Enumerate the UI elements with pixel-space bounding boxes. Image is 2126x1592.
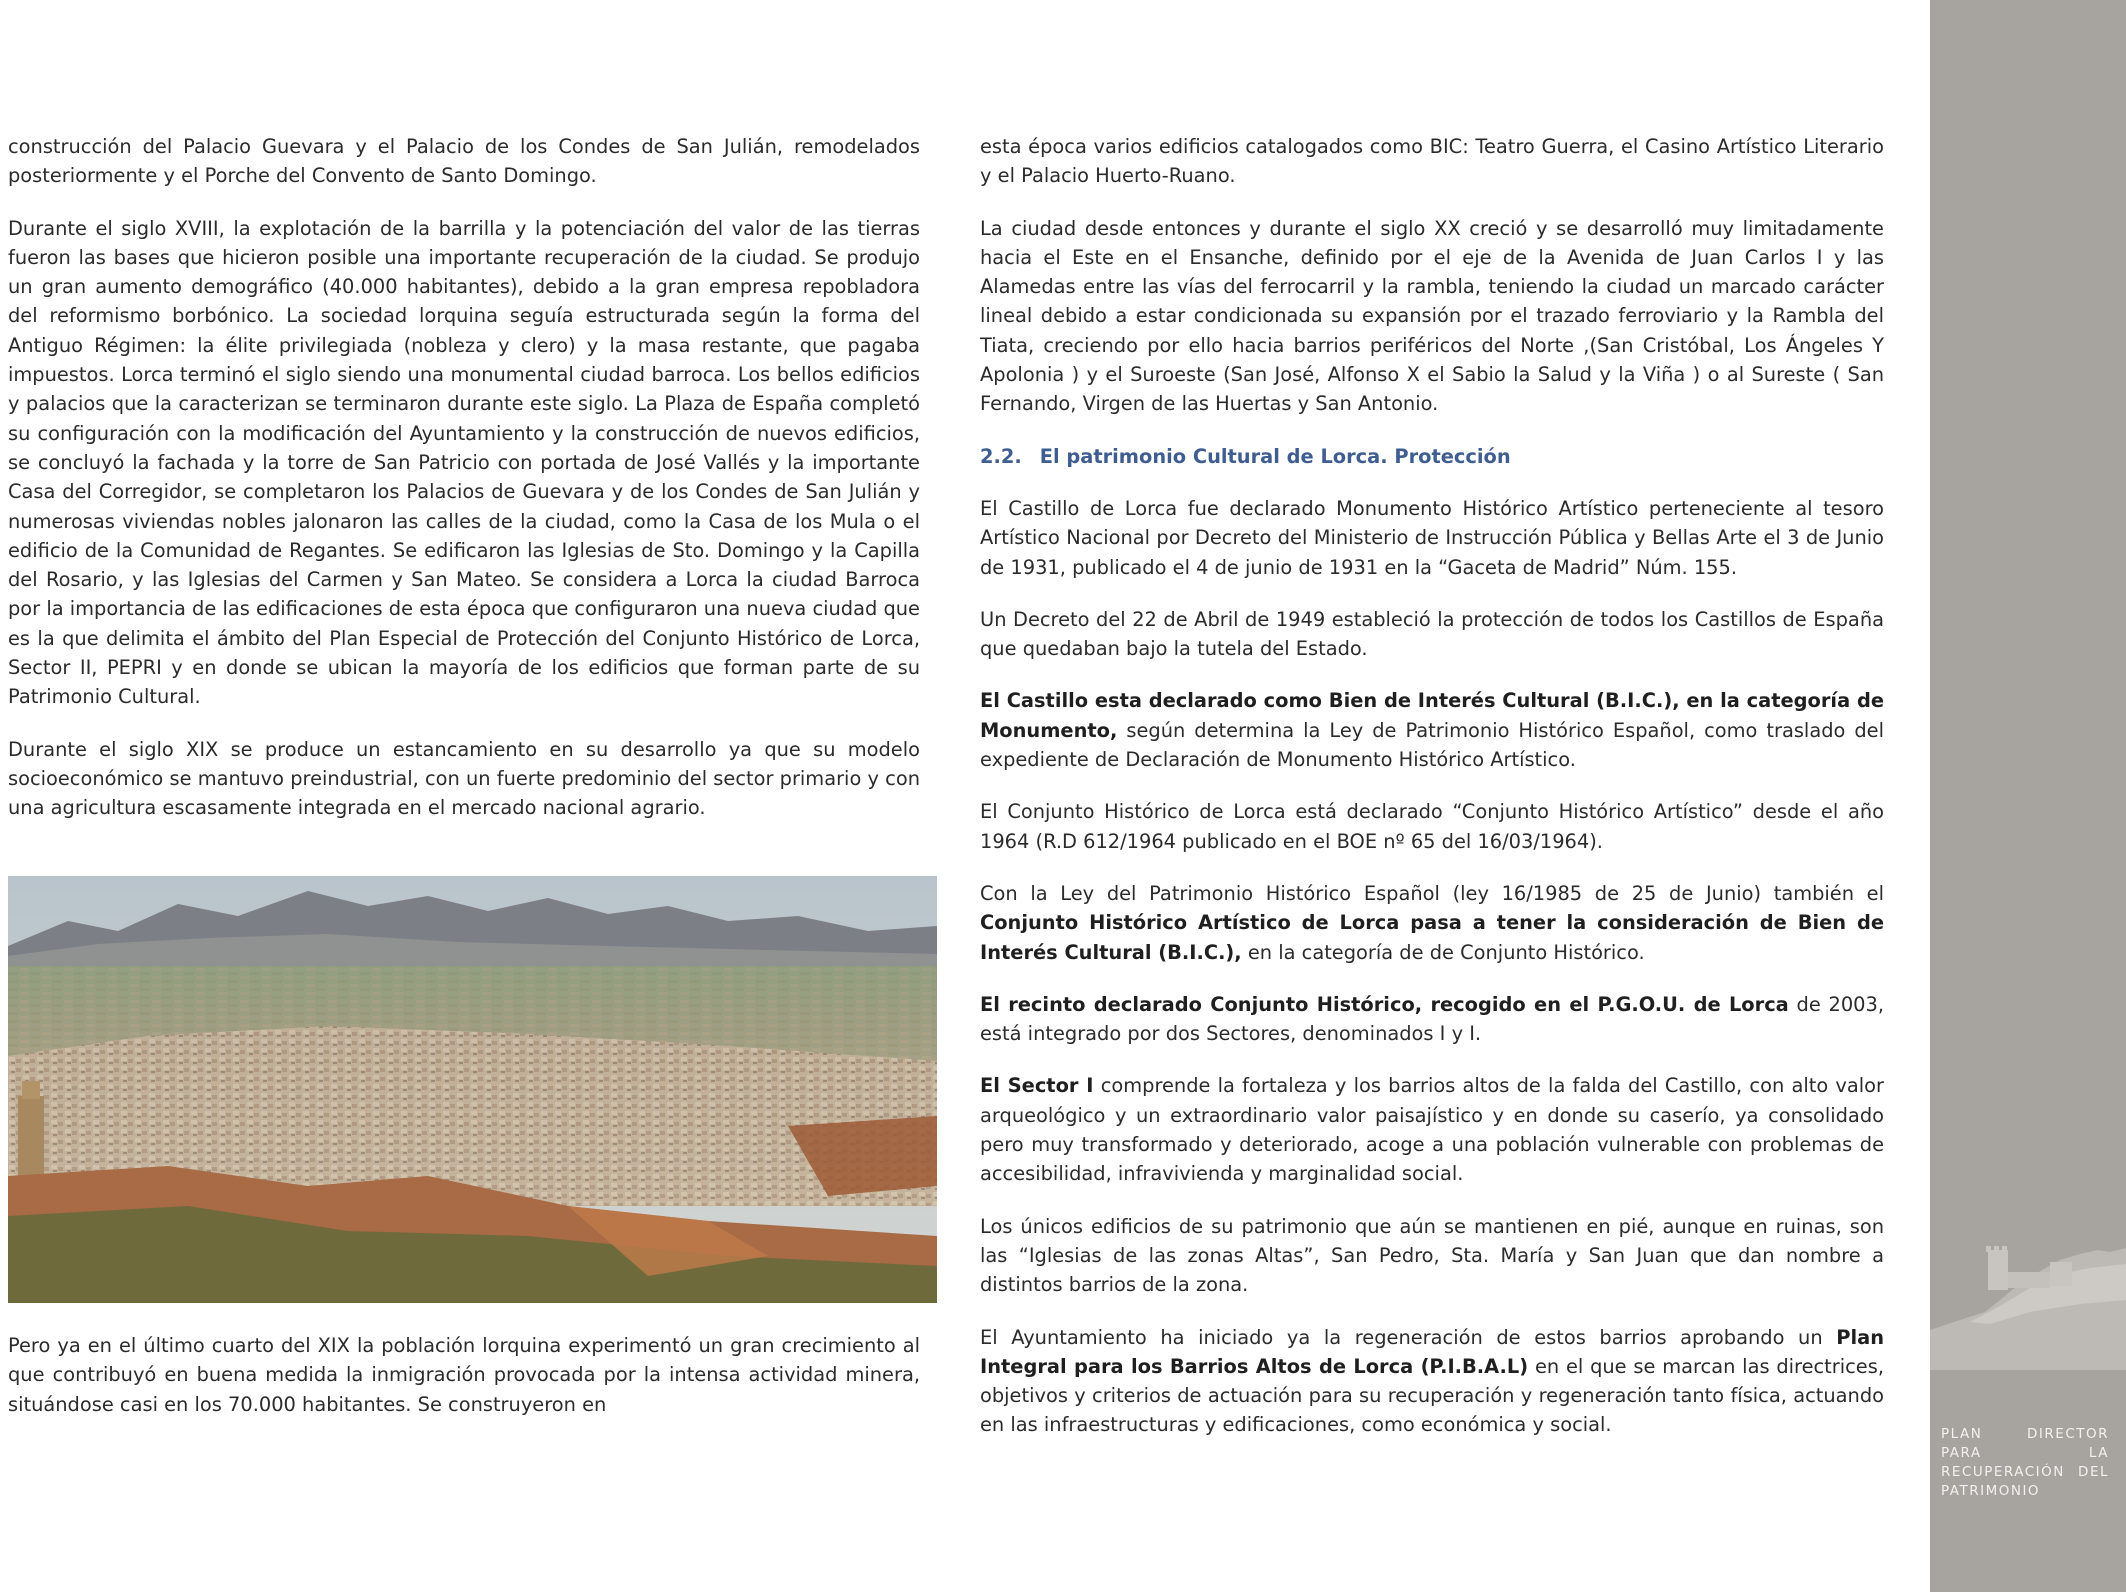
left-column xyxy=(8,132,920,846)
bold-conjunto-bic: Conjunto Histórico Artístico de Lorca pasa a tener la consideración de Bien de Interés Cultural (B.I.C.), xyxy=(980,911,1884,964)
paragraph-decreto-1949: Un Decreto del 22 de Abril de 1949 estableció la protección de todos los Castillos de España que quedaban bajo la tutela del Estado. xyxy=(980,607,1884,661)
right-column xyxy=(980,132,1884,1463)
paragraph-siglo-xviii: Durante el siglo XVIII, la explotación de la barrilla y la potenciación del valor de las tierras fueron las bases que hicieron posible una importante recuperación de la ciudad. Se produjo un gran aumento demográfico (40.000 habitantes), debido a la gran empresa repobladora del reformismo borbónico. La sociedad lorquina seguía estructurada según la forma del Antiguo Régimen: la élite privilegiada (nobleza y clero) y la masa restante, que pagaba impuestos. Lorca terminó el siglo siendo una monumental ciudad barroca. Los bellos edificios y palacios que la caracterizan se terminaron durante este siglo. La Plaza de España completó su configuración con la modificación del Ayuntamiento y la construcción de nuevos edificios, se concluyó la fachada y la torre de San Patricio con portada de José Vallés y la importante Casa del Corregidor, se completaron los Palacios de Guevara y de los Condes de San Julián y numerosas viviendas nobles jalonaron las calles de la ciudad, como la Casa de los Mula o el edificio de la Comunidad de Regantes. Se edificaron las Iglesias de Sto. Domingo y la Capilla del Rosario, y las Iglesias del Carmen y San Mateo. Se considera a Lorca la ciudad Barroca por la importancia de las edificaciones de esta época que configuraron una nueva ciudad que es la que delimita el ámbito del Plan Especial de Protección del Conjunto Histórico de Lorca, Sector II, PEPRI y en donde se ubican la mayoría de los edificios que forman parte de su Patrimonio Cultural. xyxy=(8,216,920,709)
sidebar-title: PLAN DIRECTOR PARA LA RECUPERACIÓN DEL PATRIMONIO xyxy=(1941,1426,2109,1499)
paragraph-castillo-1931: El Castillo de Lorca fue declarado Monumento Histórico Artístico perteneciente al tesoro Artístico Nacional por Decreto del Ministerio de Instrucción Pública y Bellas Arte el 3 de Junio de 1931, publicado el 4 de junio de 1931 en la “Gaceta de Madrid” Núm. 155. xyxy=(980,496,1884,579)
text-sector-i: comprende la fortaleza y los barrios altos de la falda del Castillo, con alto valor arqueológico y un extraordinario valor paisajístico y en donde su caserío, ya consolidado pero muy transformado y deteriorado, acoge a una población vulnerable con problemas de accesibilidad, infravivienda y marginalidad social. xyxy=(980,1074,1885,1186)
paragraph-sector-i xyxy=(980,1071,1884,1188)
text-castillo-bic: según determina la Ley de Patrimonio Histórico Español, como traslado del expediente de Declaración de Monumento Histórico Artístico. xyxy=(980,718,1884,772)
text-pgou: de 2003, está integrado por dos Sectores, denominados I y I. xyxy=(980,992,1885,1046)
bold-pibal: Plan Integral para los Barrios Altos de Lorca (P.I.B.A.L) xyxy=(980,1325,1884,1378)
paragraph-siglo-xix: Durante el siglo XIX se produce un estancamiento en su desarrollo ya que su modelo socioeconómico se mantuvo preindustrial, con un fuerte predominio del sector primario y con una agricultura escasamente integrada en el mercado nacional agrario. xyxy=(8,737,920,820)
paragraph-poblacion-minera: Pero ya en el último cuarto del XIX la población lorquina experimentó un gran crecimiento al que contribuyó en buena medida la inmigración provocada por la intensa actividad minera, situándose casi en los 70.000 habitantes. Se construyeron en xyxy=(8,1334,920,1416)
paragraph-palacios: construcción del Palacio Guevara y el Palacio de los Condes de San Julián, remodelados posteriormente y el Porche del Convento de Santo Domingo. xyxy=(8,135,920,188)
section-title: El patrimonio Cultural de Lorca. Protección xyxy=(1039,444,1511,468)
lorca-aerial-photo xyxy=(8,876,937,1303)
text-ley-1985-rest: en la categoría de de Conjunto Histórico. xyxy=(1241,940,1645,964)
text-ley-1985-a: Con la Ley del Patrimonio Histórico Español (ley 16/1985 de 25 de Junio) también el xyxy=(980,881,1884,905)
paragraph-ley-1985 xyxy=(980,879,1884,967)
bold-recinto-pgou: El recinto declarado Conjunto Histórico, recogido en el P.G.O.U. de Lorca xyxy=(980,992,1789,1016)
text-pibal-a: El Ayuntamiento ha iniciado ya la regeneración de estos barrios aprobando un xyxy=(980,1325,1837,1349)
left-column-bottom xyxy=(8,1331,920,1442)
paragraph-castillo-bic xyxy=(980,686,1884,774)
paragraph-bic-edificios: esta época varios edificios catalogados como BIC: Teatro Guerra, el Casino Artístico Literario y el Palacio Huerto-Ruano. xyxy=(980,135,1884,188)
bold-sector-i: El Sector I xyxy=(980,1074,1094,1098)
section-heading xyxy=(980,442,1884,471)
sidebar xyxy=(1930,0,2126,1592)
paragraph-pgou xyxy=(980,990,1884,1049)
paragraph-iglesias: Los únicos edificios de su patrimonio que aún se mantienen en pié, aunque en ruinas, son las “Iglesias de las zonas Altas”, San Pedro, Sta. María y San Juan que dan nombre a distintos barrios de la zona. xyxy=(980,1214,1884,1297)
paragraph-pibal xyxy=(980,1323,1884,1440)
paragraph-siglo-xx: La ciudad desde entonces y durante el siglo XX creció y se desarrolló muy limitadamente hacia el Este en el Ensanche, definido por el eje de la Avenida de Juan Carlos I y las Alamedas entre las vías del ferrocarril y la rambla, teniendo la ciudad un marcado carácter lineal debido a estar condicionada su expansión por el trazado ferroviario y la Rambla del Tiata, creciendo por ello hacia barrios periféricos del Norte ,(San Cristóbal, Los Ángeles Y Apolonia ) y el Suroeste (San José, Alfonso X el Sabio la Salud y la Viña ) o al Sureste ( San Fernando, Virgen de las Huertas y San Antonio. xyxy=(980,216,1884,416)
text-pibal-rest: en el que se marcan las directrices, objetivos y criterios de actuación para su recuperación y regeneración tanto física, actuando en las infraestructuras y edificaciones, como económica y social. xyxy=(980,1354,1885,1437)
bold-castillo-bic: El Castillo esta declarado como Bien de Interés Cultural (B.I.C.), en la categoría de Monumento, xyxy=(980,689,1884,742)
castle-logo-icon xyxy=(1930,1240,2126,1370)
section-number: 2.2. xyxy=(980,444,1022,468)
paragraph-conjunto-1964: El Conjunto Histórico de Lorca está declarado “Conjunto Histórico Artístico” desde el año 1964 (R.D 612/1964 publicado en el BOE nº 65 del 16/03/1964). xyxy=(980,800,1884,853)
